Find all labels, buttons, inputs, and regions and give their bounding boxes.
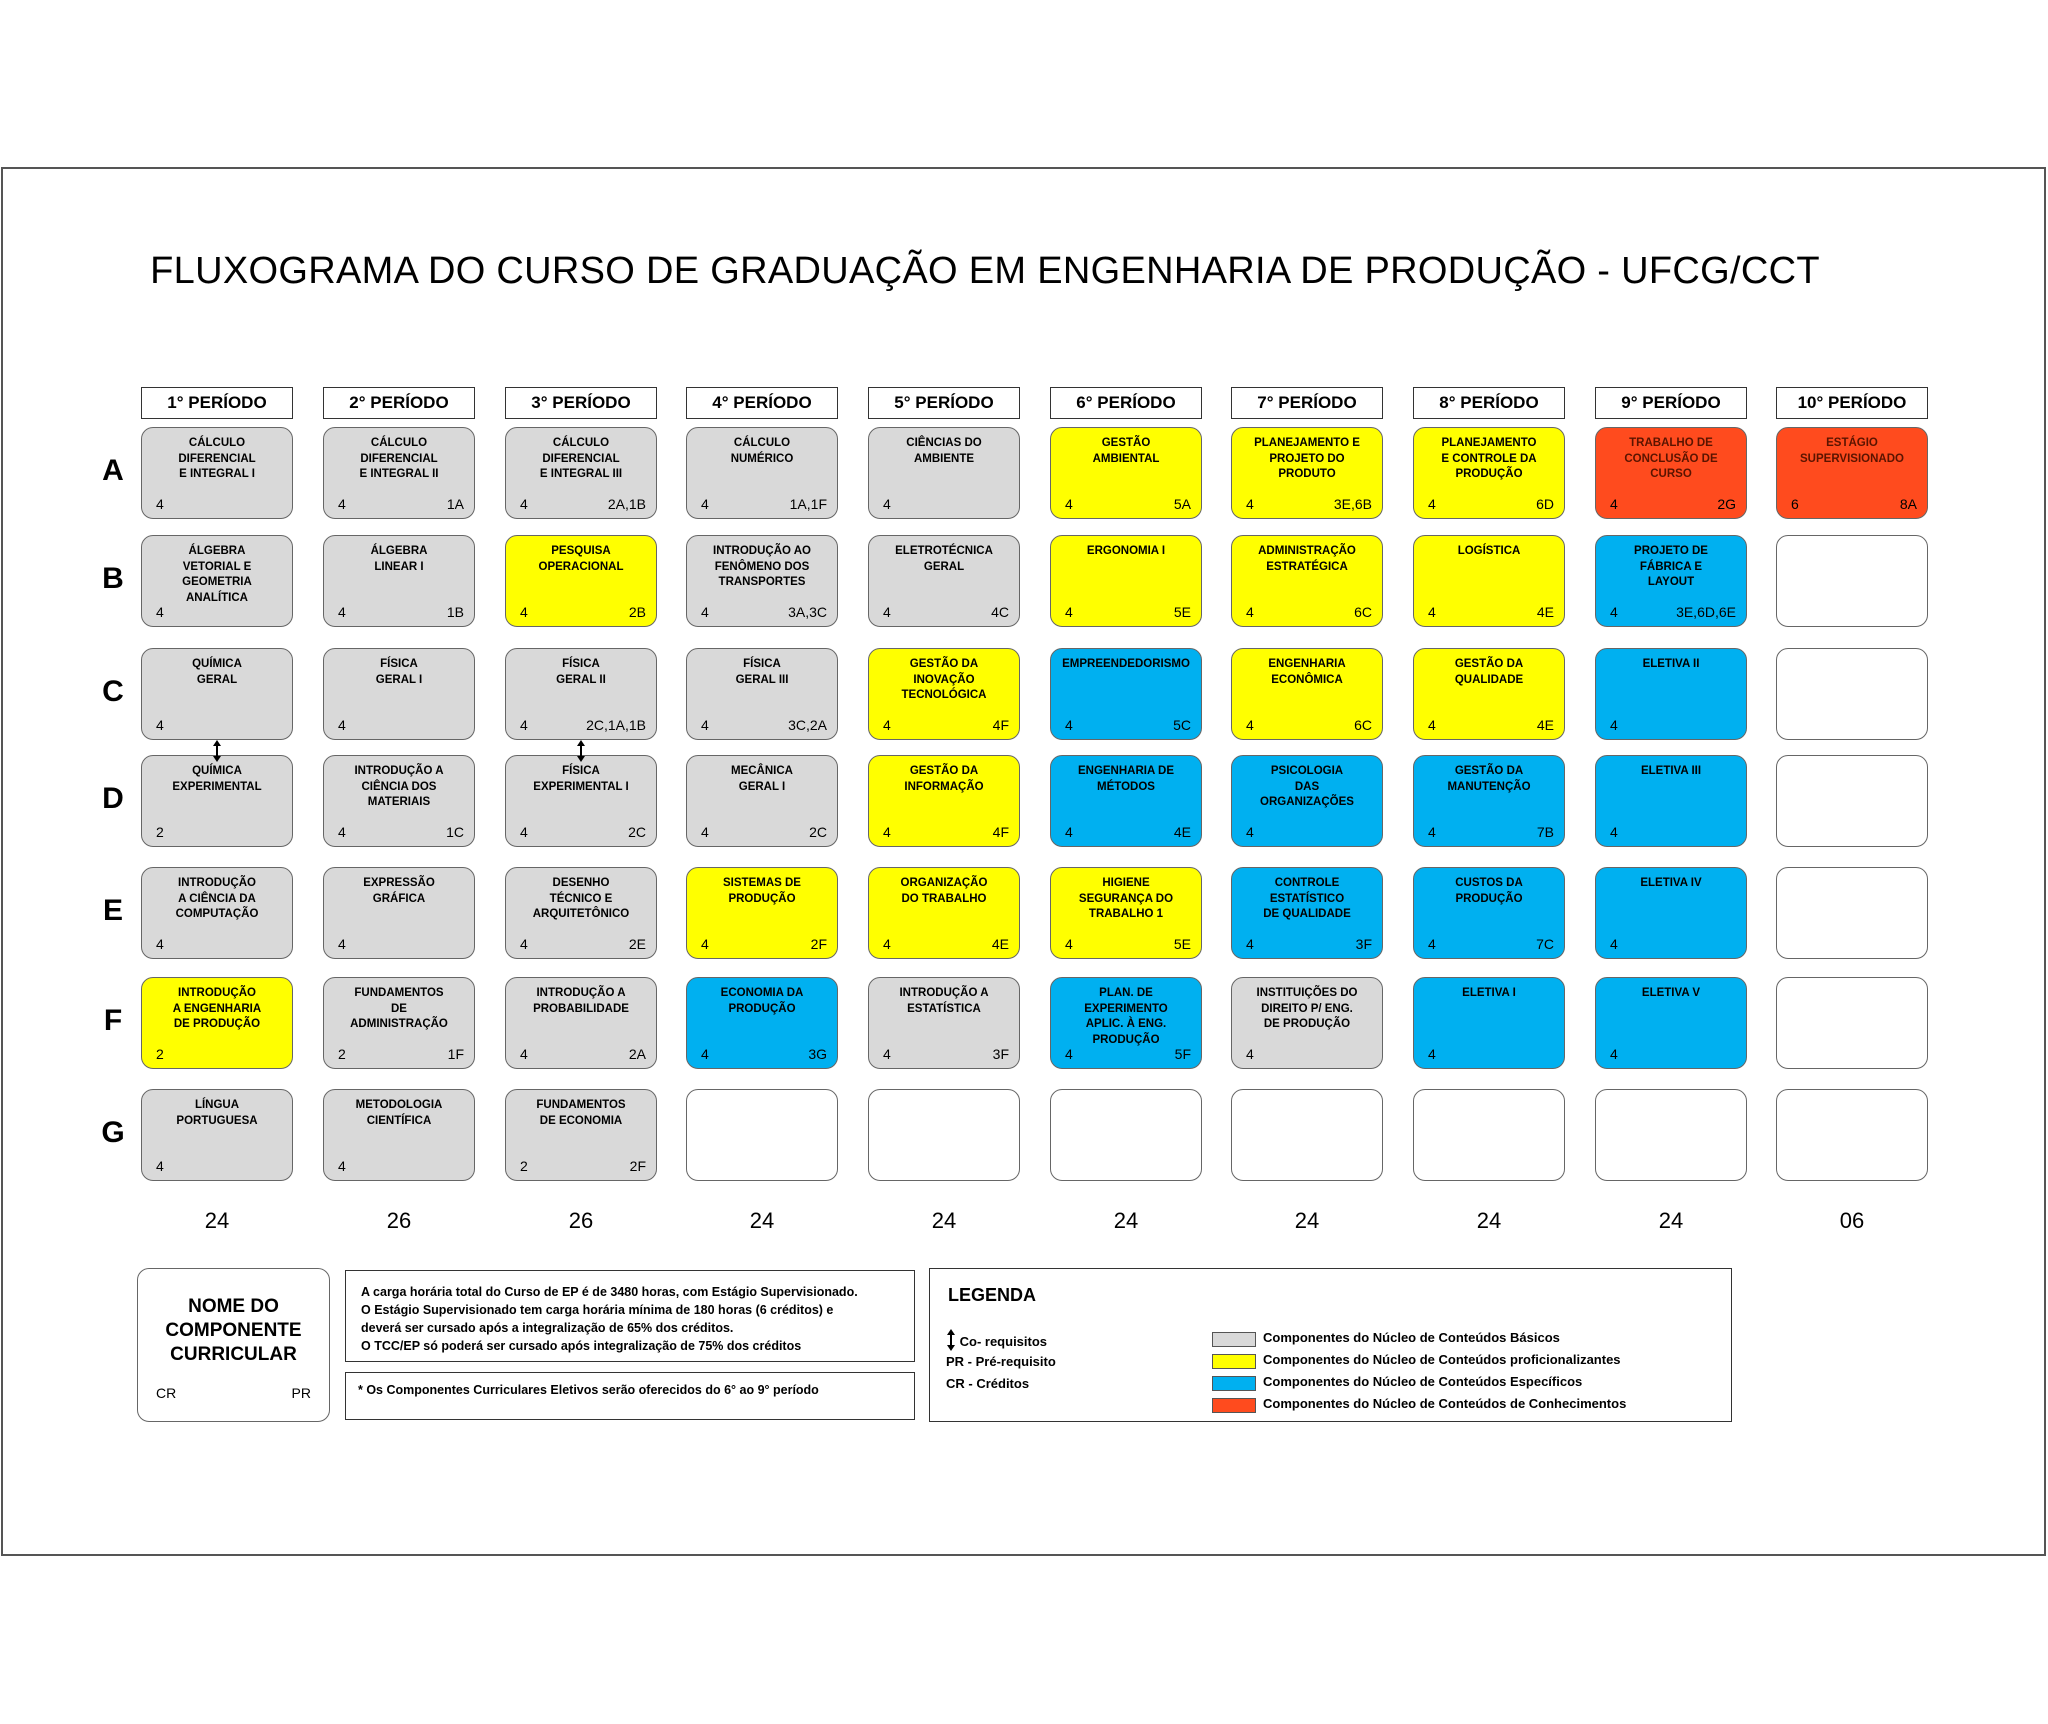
course-prerequisites: 1A — [446, 496, 464, 512]
course-credits: 4 — [156, 604, 164, 620]
empty-slot — [1595, 1089, 1747, 1181]
course-box — [141, 535, 293, 627]
course-name: CIÊNCIAS DO AMBIENTE — [906, 437, 982, 465]
course-prerequisites: 4E — [1173, 824, 1191, 840]
course-name: INTRODUÇÃO A ENGENHARIA DE PRODUÇÃO — [172, 987, 262, 1031]
period-header: 5° PERÍODO — [868, 387, 1020, 419]
course-name: ELETROTÉCNICA GERAL — [895, 545, 993, 573]
course-credits: 4 — [883, 604, 891, 620]
course-prerequisites: 5E — [1173, 936, 1191, 952]
course-box — [1595, 867, 1747, 959]
course-credits: 4 — [1428, 604, 1436, 620]
empty-slot — [686, 1089, 838, 1181]
course-credits: 4 — [1065, 936, 1073, 952]
course-credits: 4 — [1065, 496, 1073, 512]
course-prerequisites: 5E — [1173, 604, 1191, 620]
empty-slot — [1050, 1089, 1202, 1181]
course-box — [686, 867, 838, 959]
legend-swatch-prof — [1212, 1354, 1256, 1369]
course-name: CÁLCULO DIFERENCIAL E INTEGRAL II — [359, 437, 439, 481]
course-name: DESENHO TÉCNICO E ARQUITETÔNICO — [532, 877, 630, 921]
course-name: PESQUISA OPERACIONAL — [538, 545, 624, 573]
course-prerequisites: 5A — [1173, 496, 1191, 512]
course-box — [505, 1089, 657, 1181]
legend-coreq — [946, 1329, 1047, 1351]
course-box — [1413, 427, 1565, 519]
course-credits: 4 — [883, 1046, 891, 1062]
course-credits: 4 — [701, 936, 709, 952]
course-prerequisites: 2F — [629, 1158, 646, 1174]
electives-note-text: * Os Componentes Curriculares Eletivos serão oferecidos do 6° ao 9° período — [358, 1383, 819, 1397]
course-box — [505, 535, 657, 627]
course-name: CONTROLE ESTATÍSTICO DE QUALIDADE — [1263, 877, 1351, 921]
course-box — [1595, 427, 1747, 519]
row-label: E — [102, 894, 123, 927]
empty-slot — [1776, 1089, 1928, 1181]
course-box — [868, 755, 1020, 847]
course-box — [686, 648, 838, 740]
course-credits: 4 — [1428, 824, 1436, 840]
empty-slot — [1413, 1089, 1565, 1181]
electives-note-box — [345, 1372, 915, 1420]
period-credit-total: 24 — [749, 1208, 775, 1233]
course-credits: 4 — [1065, 717, 1073, 733]
course-box — [141, 427, 293, 519]
legend-swatch-basic — [1212, 1332, 1256, 1347]
legend-title: LEGENDA — [948, 1285, 1037, 1305]
course-name: ADMINISTRAÇÃO ESTRATÉGICA — [1258, 545, 1356, 573]
empty-slot — [1776, 535, 1928, 627]
course-credits: 4 — [1246, 496, 1254, 512]
course-credits: 4 — [1065, 604, 1073, 620]
empty-slot — [1231, 1089, 1383, 1181]
course-prerequisites: 2C — [809, 824, 827, 840]
course-name: GESTÃO DA QUALIDADE — [1454, 658, 1524, 686]
course-name: EMPREENDEDORISMO — [1062, 658, 1190, 670]
sample-credits-label: CR — [156, 1385, 177, 1401]
notes-text: A carga horária total do Curso de EP é de 3480 horas, com Estágio Supervisionado. O Estágio Supervisionado tem carga horária mínima de 180 horas (6 créditos) e deverá ser cursado após a integralização de 65% dos créditos. O TCC/EP só poderá ser cursado após integralização de 75% dos créditos — [361, 1285, 858, 1354]
course-box — [1595, 977, 1747, 1069]
course-credits: 4 — [1610, 936, 1618, 952]
corequisite-arrow-icon — [576, 740, 586, 762]
course-name: ELETIVA III — [1640, 765, 1702, 777]
course-prerequisites: 4F — [992, 824, 1009, 840]
course-name: PLANEJAMENTO E CONTROLE DA PRODUÇÃO — [1441, 437, 1537, 481]
course-box — [323, 648, 475, 740]
course-credits: 4 — [1610, 717, 1618, 733]
course-prerequisites: 4F — [992, 717, 1009, 733]
course-box — [505, 755, 657, 847]
course-prerequisites: 1B — [446, 604, 464, 620]
course-name: EXPRESSÃO GRÁFICA — [363, 877, 435, 905]
course-box — [323, 535, 475, 627]
course-credits: 4 — [338, 604, 346, 620]
course-box — [1050, 977, 1202, 1069]
course-name: SISTEMAS DE PRODUÇÃO — [723, 877, 801, 905]
course-name: FUNDAMENTOS DE ECONOMIA — [536, 1099, 626, 1127]
course-prerequisites: 3E,6D,6E — [1676, 604, 1736, 620]
legend-label-spec: Componentes do Núcleo de Conteúdos Específicos — [1263, 1374, 1583, 1389]
course-credits: 4 — [338, 717, 346, 733]
course-credits: 4 — [1610, 604, 1618, 620]
course-credits: 4 — [701, 496, 709, 512]
period-credit-total: 06 — [1839, 1208, 1865, 1233]
course-name: GESTÃO DA INOVAÇÃO TECNOLÓGICA — [901, 658, 987, 702]
course-credits: 2 — [156, 1046, 164, 1062]
course-box — [1595, 535, 1747, 627]
course-name: ERGONOMIA I — [1086, 545, 1166, 557]
sample-component-name: NOME DO COMPONENTE CURRICULAR — [165, 1296, 302, 1365]
legend-pr-label: PR - Pré-requisito — [946, 1354, 1056, 1369]
row-label: C — [102, 675, 124, 708]
course-name: QUÍMICA EXPERIMENTAL — [172, 765, 262, 793]
course-box — [1231, 977, 1383, 1069]
course-name: ESTÁGIO SUPERVISIONADO — [1800, 437, 1904, 465]
course-name: PLAN. DE EXPERIMENTO APLIC. À ENG. PRODUÇÃO — [1084, 987, 1168, 1046]
course-box — [1231, 535, 1383, 627]
course-credits: 4 — [1246, 824, 1254, 840]
course-box — [141, 648, 293, 740]
course-credits: 4 — [1610, 496, 1618, 512]
page-title: FLUXOGRAMA DO CURSO DE GRADUAÇÃO EM ENGENHARIA DE PRODUÇÃO - UFCG/CCT — [150, 250, 1820, 292]
course-name: HIGIENE SEGURANÇA DO TRABALHO 1 — [1078, 877, 1174, 921]
course-box — [1231, 867, 1383, 959]
course-credits: 6 — [1791, 496, 1799, 512]
period-credit-total: 24 — [1113, 1208, 1139, 1233]
course-box — [1050, 427, 1202, 519]
course-box — [1231, 427, 1383, 519]
course-name: INTRODUÇÃO A CIÊNCIA DOS MATERIAIS — [354, 765, 444, 809]
course-credits: 4 — [1065, 1046, 1073, 1062]
course-prerequisites: 3G — [808, 1046, 827, 1062]
course-name: CÁLCULO NUMÉRICO — [730, 437, 794, 465]
course-prerequisites: 2B — [628, 604, 646, 620]
course-prerequisites: 5F — [1174, 1046, 1191, 1062]
course-prerequisites: 4C — [991, 604, 1009, 620]
period-credit-total: 26 — [568, 1208, 594, 1233]
course-name: FÍSICA GERAL III — [735, 658, 789, 686]
period-header: 3° PERÍODO — [505, 387, 657, 419]
course-prerequisites: 2E — [628, 936, 646, 952]
corequisite-arrow-icon — [212, 740, 222, 762]
course-box — [1776, 427, 1928, 519]
course-box — [686, 427, 838, 519]
course-prerequisites: 7C — [1536, 936, 1554, 952]
course-name: INTRODUÇÃO A PROBABILIDADE — [533, 987, 629, 1015]
course-prerequisites: 3A,3C — [788, 604, 827, 620]
course-box — [323, 867, 475, 959]
course-credits: 4 — [520, 936, 528, 952]
course-name: ELETIVA I — [1462, 987, 1516, 999]
course-name: ELETIVA IV — [1640, 877, 1702, 889]
course-credits: 4 — [1065, 824, 1073, 840]
legend-coreq-label: Co- requisitos — [959, 1334, 1048, 1349]
course-credits: 4 — [338, 824, 346, 840]
period-credit-total: 24 — [931, 1208, 957, 1233]
course-box — [868, 867, 1020, 959]
legend-label-basic: Componentes do Núcleo de Conteúdos Básicos — [1263, 1330, 1560, 1345]
empty-slot — [868, 1089, 1020, 1181]
course-prerequisites: 4E — [991, 936, 1009, 952]
period-credit-total: 24 — [1294, 1208, 1320, 1233]
course-prerequisites: 1C — [446, 824, 464, 840]
course-name: ECONOMIA DA PRODUÇÃO — [720, 987, 804, 1015]
course-name: METODOLOGIA CIENTÍFICA — [355, 1099, 443, 1127]
course-credits: 4 — [883, 824, 891, 840]
course-name: FÍSICA EXPERIMENTAL I — [533, 765, 629, 793]
course-credits: 4 — [1246, 936, 1254, 952]
course-box — [1231, 755, 1383, 847]
course-prerequisites: 3F — [992, 1046, 1009, 1062]
period-header: 7° PERÍODO — [1231, 387, 1383, 419]
sample-component-box — [137, 1268, 330, 1422]
course-name: ÁLGEBRA LINEAR I — [370, 545, 428, 573]
course-name: ELETIVA V — [1641, 987, 1701, 999]
course-box — [505, 427, 657, 519]
sample-prerequisite-label: PR — [291, 1385, 311, 1401]
course-prerequisites: 2A,1B — [607, 496, 646, 512]
period-credit-total: 24 — [204, 1208, 230, 1233]
course-box — [1413, 648, 1565, 740]
course-box — [1413, 867, 1565, 959]
course-name: TRABALHO DE CONCLUSÃO DE CURSO — [1624, 437, 1718, 481]
course-name: ORGANIZAÇÃO DO TRABALHO — [900, 877, 988, 905]
course-credits: 4 — [1246, 604, 1254, 620]
course-box — [141, 867, 293, 959]
course-name: LOGÍSTICA — [1457, 545, 1521, 557]
legend-box — [929, 1268, 1732, 1422]
course-name: INTRODUÇÃO AO FENÔMENO DOS TRANSPORTES — [713, 545, 811, 589]
course-credits: 4 — [1246, 717, 1254, 733]
row-label: G — [101, 1116, 125, 1149]
course-prerequisites: 2F — [810, 936, 827, 952]
course-credits: 4 — [1610, 824, 1618, 840]
course-credits: 4 — [338, 496, 346, 512]
course-name: INTRODUÇÃO A CIÊNCIA DA COMPUTAÇÃO — [175, 877, 259, 921]
course-name: ÁLGEBRA VETORIAL E GEOMETRIA ANALÍTICA — [182, 545, 252, 604]
course-name: FÍSICA GERAL II — [556, 658, 606, 686]
course-name: GESTÃO DA MANUTENÇÃO — [1447, 765, 1531, 793]
course-credits: 4 — [156, 717, 164, 733]
course-credits: 2 — [520, 1158, 528, 1174]
course-box — [868, 535, 1020, 627]
course-prerequisites: 3E,6B — [1333, 496, 1372, 512]
course-box — [505, 867, 657, 959]
course-name: GESTÃO DA INFORMAÇÃO — [904, 765, 984, 793]
course-box — [1050, 648, 1202, 740]
course-box — [1595, 648, 1747, 740]
course-name: INSTITUIÇÕES DO DIREITO P/ ENG. DE PRODUÇÃO — [1256, 987, 1358, 1031]
course-box — [1050, 755, 1202, 847]
course-credits: 4 — [701, 604, 709, 620]
period-header: 1° PERÍODO — [141, 387, 293, 419]
course-box — [505, 977, 657, 1069]
course-credits: 4 — [156, 496, 164, 512]
period-header: 8° PERÍODO — [1413, 387, 1565, 419]
course-credits: 4 — [520, 1046, 528, 1062]
course-box — [141, 1089, 293, 1181]
course-credits: 4 — [1246, 1046, 1254, 1062]
course-prerequisites: 6C — [1354, 604, 1372, 620]
course-prerequisites: 6D — [1536, 496, 1554, 512]
course-credits: 4 — [1428, 496, 1436, 512]
period-credit-total: 24 — [1476, 1208, 1502, 1233]
course-box — [323, 755, 475, 847]
course-name: QUÍMICA GERAL — [192, 658, 242, 686]
course-name: PSICOLOGIA DAS ORGANIZAÇÕES — [1260, 765, 1354, 809]
course-credits: 4 — [1428, 1046, 1436, 1062]
course-box — [323, 1089, 475, 1181]
course-name: PROJETO DE FÁBRICA E LAYOUT — [1634, 545, 1708, 589]
course-credits: 4 — [701, 1046, 709, 1062]
course-box — [1413, 535, 1565, 627]
row-label: A — [102, 454, 124, 487]
period-credit-total: 24 — [1658, 1208, 1684, 1233]
course-box — [505, 648, 657, 740]
course-prerequisites: 6C — [1354, 717, 1372, 733]
course-box — [141, 755, 293, 847]
course-prerequisites: 2G — [1717, 496, 1736, 512]
course-name: CUSTOS DA PRODUÇÃO — [1455, 877, 1523, 905]
row-label: D — [102, 782, 124, 815]
course-credits: 4 — [883, 936, 891, 952]
course-credits: 2 — [156, 824, 164, 840]
course-box — [1050, 867, 1202, 959]
course-prerequisites: 5C — [1173, 717, 1191, 733]
legend-label-prof: Componentes do Núcleo de Conteúdos proficionalizantes — [1263, 1352, 1621, 1367]
course-box — [1413, 977, 1565, 1069]
course-box — [868, 648, 1020, 740]
course-prerequisites: 7B — [1536, 824, 1554, 840]
period-header: 10° PERÍODO — [1776, 387, 1928, 419]
empty-slot — [1776, 977, 1928, 1069]
course-prerequisites: 4E — [1536, 604, 1554, 620]
course-name: ENGENHARIA ECONÔMICA — [1268, 658, 1346, 686]
course-box — [323, 977, 475, 1069]
legend-swatch-know — [1212, 1398, 1256, 1413]
period-header: 4° PERÍODO — [686, 387, 838, 419]
course-box — [1050, 535, 1202, 627]
empty-slot — [1776, 755, 1928, 847]
row-label: B — [102, 562, 124, 595]
course-prerequisites: 2C — [628, 824, 646, 840]
course-box — [323, 427, 475, 519]
course-credits: 4 — [156, 936, 164, 952]
course-box — [868, 977, 1020, 1069]
row-label: F — [103, 1004, 123, 1037]
course-credits: 4 — [1610, 1046, 1618, 1062]
course-prerequisites: 3F — [1355, 936, 1372, 952]
course-name: GESTÃO AMBIENTAL — [1092, 437, 1160, 465]
course-name: FÍSICA GERAL I — [375, 658, 423, 686]
course-name: LÍNGUA PORTUGUESA — [176, 1099, 258, 1127]
course-name: FUNDAMENTOS DE ADMINISTRAÇÃO — [350, 987, 448, 1031]
course-prerequisites: 3C,2A — [788, 717, 827, 733]
course-credits: 4 — [338, 936, 346, 952]
legend-swatch-spec — [1212, 1376, 1256, 1391]
course-credits: 4 — [883, 496, 891, 512]
course-prerequisites: 2A — [628, 1046, 646, 1062]
course-prerequisites: 1F — [447, 1046, 464, 1062]
course-prerequisites: 2C,1A,1B — [586, 717, 646, 733]
empty-slot — [1776, 648, 1928, 740]
course-box — [1231, 648, 1383, 740]
course-box — [1595, 755, 1747, 847]
period-header: 6° PERÍODO — [1050, 387, 1202, 419]
course-credits: 4 — [1428, 936, 1436, 952]
course-name: MECÂNICA GERAL I — [731, 765, 793, 793]
course-box — [868, 427, 1020, 519]
course-prerequisites: 8A — [1899, 496, 1917, 512]
course-box — [686, 755, 838, 847]
course-credits: 4 — [520, 824, 528, 840]
course-name: INTRODUÇÃO A ESTATÍSTICA — [899, 987, 989, 1015]
course-name: ELETIVA II — [1642, 658, 1700, 670]
period-header: 9° PERÍODO — [1595, 387, 1747, 419]
course-credits: 4 — [520, 604, 528, 620]
course-box — [686, 535, 838, 627]
course-name: CÁLCULO DIFERENCIAL E INTEGRAL I — [178, 437, 256, 481]
period-credit-total: 26 — [386, 1208, 412, 1233]
course-name: PLANEJAMENTO E PROJETO DO PRODUTO — [1254, 437, 1360, 481]
period-header: 2° PERÍODO — [323, 387, 475, 419]
course-name: ENGENHARIA DE MÉTODOS — [1077, 765, 1175, 793]
course-box — [686, 977, 838, 1069]
empty-slot — [1776, 867, 1928, 959]
course-credits: 4 — [156, 1158, 164, 1174]
course-credits: 2 — [338, 1046, 346, 1062]
double-arrow-icon — [946, 1329, 956, 1351]
course-credits: 4 — [520, 496, 528, 512]
course-credits: 4 — [701, 824, 709, 840]
course-prerequisites: 1A,1F — [789, 496, 827, 512]
course-name: CÁLCULO DIFERENCIAL E INTEGRAL III — [539, 437, 623, 481]
course-credits: 4 — [1428, 717, 1436, 733]
legend-label-know: Componentes do Núcleo de Conteúdos de Conhecimentos — [1263, 1396, 1627, 1411]
course-credits: 4 — [520, 717, 528, 733]
course-prerequisites: 4E — [1536, 717, 1554, 733]
notes-box — [345, 1270, 915, 1362]
course-box — [141, 977, 293, 1069]
course-credits: 4 — [338, 1158, 346, 1174]
legend-cr-label: CR - Créditos — [946, 1376, 1030, 1391]
course-box — [1413, 755, 1565, 847]
course-credits: 4 — [883, 717, 891, 733]
course-credits: 4 — [701, 717, 709, 733]
